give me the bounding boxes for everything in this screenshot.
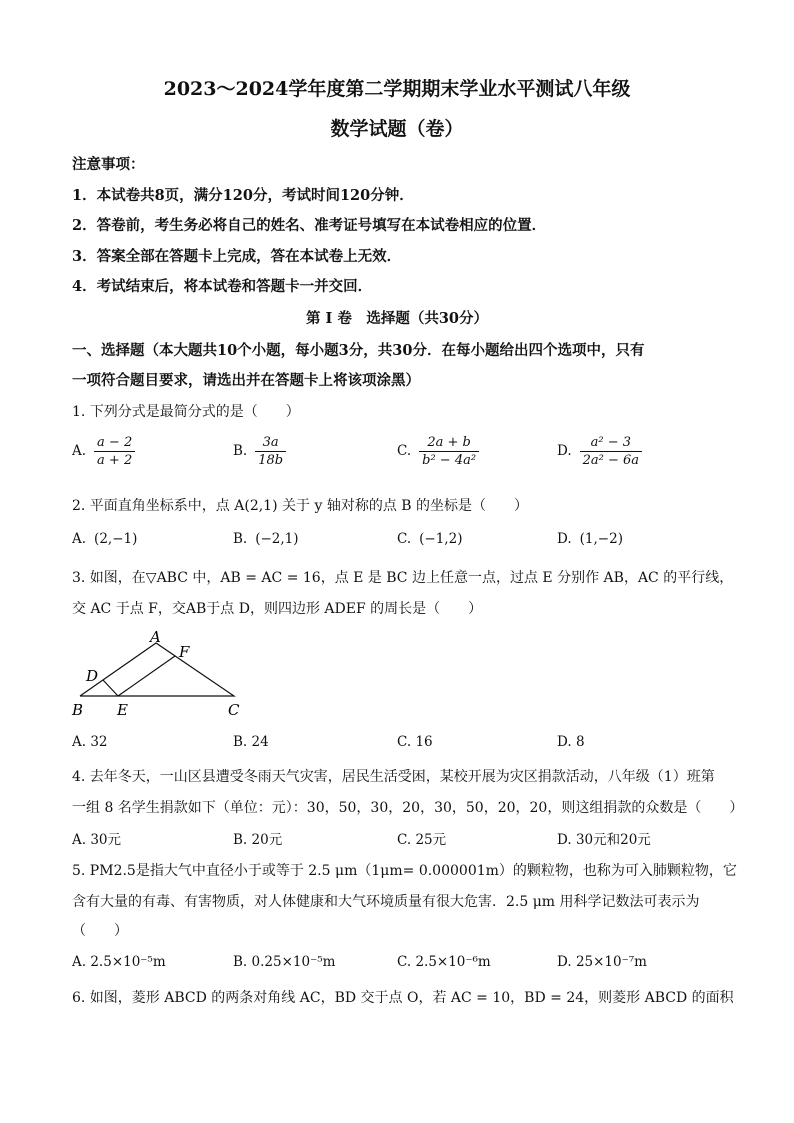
segment-ef (118, 656, 175, 696)
q4-option-d: D. 30元和20元 (557, 832, 651, 848)
segment-de (103, 680, 118, 696)
label-d: D (86, 667, 99, 685)
q1-option-b: B. $\frac{3a}{18b}$ (233, 435, 286, 468)
label-c: C (228, 701, 240, 719)
label-b: B (72, 701, 84, 719)
q1-stem: 1. 下列分式是最简分式的是（ ） (72, 404, 300, 420)
q3-stem: 交 AC 于点 F，交AB于点 D，则四边形 ADEF 的周长是（ ） (72, 601, 483, 617)
q4-option-b: B. 20元 (233, 832, 283, 848)
q4-stem: 一组 8 名学生捐款如下（单位：元）：30，50，30，20，30，50，20，20，则这组捐款的众数是（ ） (72, 800, 744, 816)
section-intro: 一项符合题目要求，请选出并在答题卡上将该项涂黑） (72, 372, 420, 389)
q4-stem: 4. 去年冬天，一山区县遭受冬雨天气灾害，居民生活受困，某校开展为灾区捐款活动，八年级（1）班第 (72, 769, 715, 785)
q5-stem: （ ） (72, 923, 128, 939)
label-a: A (150, 628, 161, 646)
notice-item: 1．本试卷共8页，满分120分，考试时间120分钟． (72, 187, 414, 204)
q3-option-c: C. 16 (397, 734, 433, 750)
q5-option-b: B. 0.25×10⁻⁵m (233, 954, 336, 970)
q2-option-c: C. (−1,2) (397, 531, 463, 547)
label-f: F (179, 643, 190, 661)
q3-option-b: B. 24 (233, 734, 269, 750)
section-intro: 一、选择题（本大题共10个小题，每小题3分，共30分．在每小题给出四个选项中，只有 (72, 342, 645, 359)
section-heading: 第 I 卷 选择题（共30分） (305, 310, 489, 327)
q5-option-c: C. 2.5×10⁻⁶m (397, 954, 491, 970)
q3-option-d: D. 8 (557, 734, 585, 750)
notice-heading: 注意事项： (72, 156, 145, 173)
notice-item: 2．答卷前，考生务必将自己的姓名、准考证号填写在本试卷相应的位置． (72, 217, 547, 234)
triangle-abc (80, 643, 234, 696)
q5-option-d: D. 25×10⁻⁷m (557, 954, 647, 970)
q2-option-d: D. (1,−2) (557, 531, 623, 547)
q5-option-a: A. 2.5×10⁻⁵m (72, 954, 166, 970)
q1-option-a: A. $\frac{a - 2}{a + 2}$ (72, 435, 135, 468)
exam-title: 2023～2024学年度第二学期期末学业水平测试八年级 (163, 78, 631, 100)
q6-stem: 6. 如图，菱形 ABCD 的两条对角线 AC，BD 交于点 O，若 AC = 10，BD = 24，则菱形 ABCD 的面积 (72, 990, 734, 1006)
notice-item: 4．考试结束后，将本试卷和答题卡一并交回． (72, 278, 373, 295)
q1-option-d: D. $\frac{\text{a² − 3}}{\text{2a² − 6a}}$ (557, 435, 642, 468)
q3-stem: 3. 如图，在▽ABC 中，AB = AC = 16，点 E 是 BC 边上任意一点，过点 E 分别作 AB，AC 的平行线， (72, 570, 734, 586)
exam-subtitle: 数学试题（卷） (330, 118, 464, 140)
q5-stem: 5. PM2.5是指大气中直径小于或等于 2.5 μm（1μm= 0.000001m）的颗粒物，也称为可入肺颗粒物，它 (72, 863, 737, 879)
q4-option-a: A. 30元 (72, 832, 122, 848)
q1-option-c: C. $\frac{2a + b}{\text{b² − 4a²}}$ (397, 435, 479, 468)
q2-option-a: A. (2,−1) (72, 531, 138, 547)
notice-item: 3．答案全部在答题卡上完成，答在本试卷上无效． (72, 248, 402, 265)
q5-stem: 含有大量的有毒、有害物质，对人体健康和大气环境质量有很大危害．2.5 μm 用科学记数法可表示为 (72, 894, 700, 910)
q3-option-a: A. 32 (72, 734, 108, 750)
q3-triangle-figure (66, 626, 256, 720)
label-e: E (117, 701, 128, 719)
q2-option-b: B. (−2,1) (233, 531, 299, 547)
q4-option-c: C. 25元 (397, 832, 447, 848)
q2-stem: 2. 平面直角坐标系中，点 A(2,1) 关于 y 轴对称的点 B 的坐标是（ ） (72, 498, 529, 514)
